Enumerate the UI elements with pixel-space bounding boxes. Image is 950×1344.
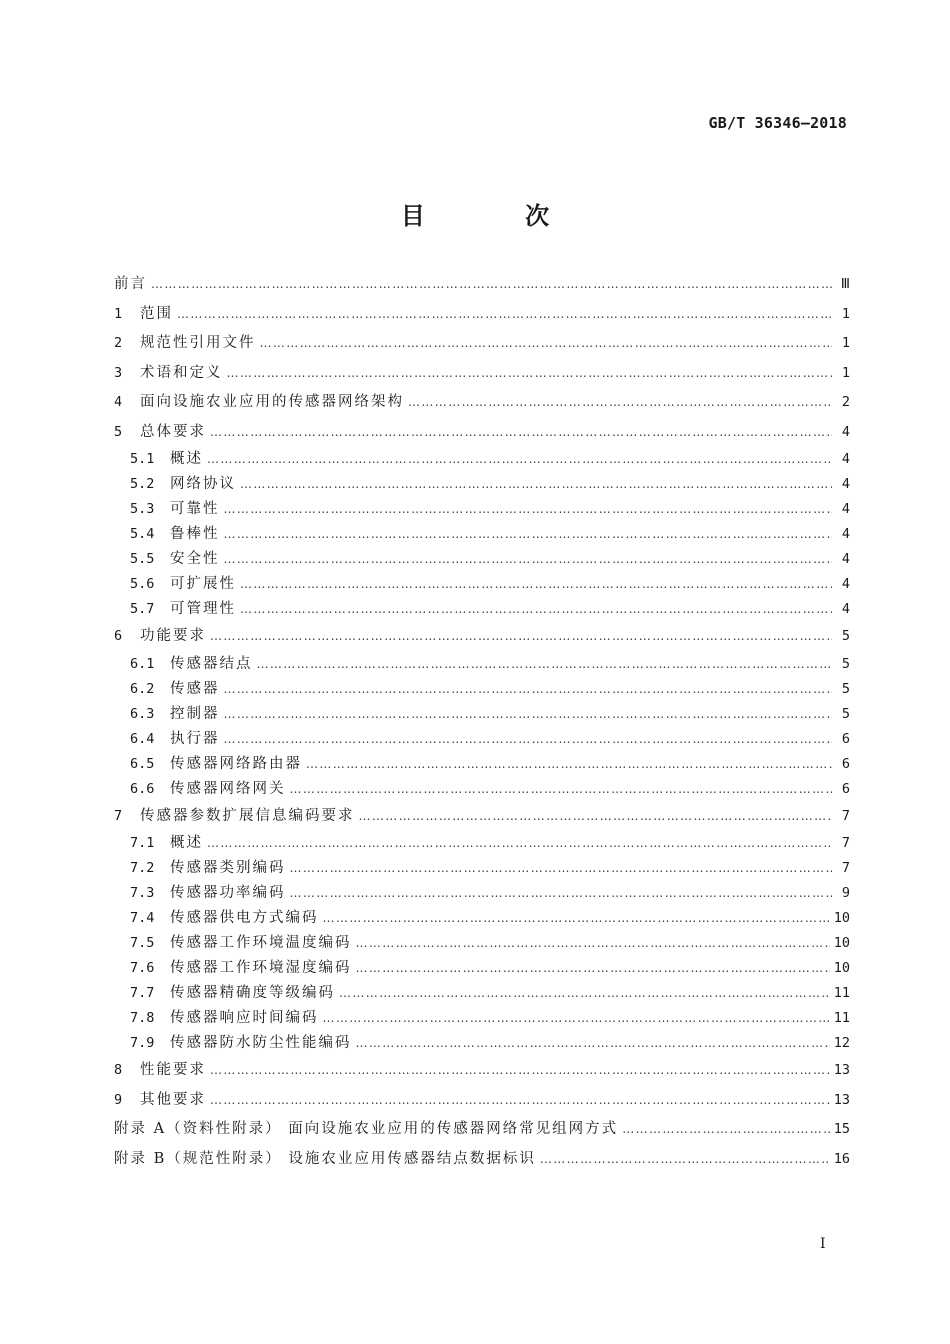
toc-entry[interactable]: [114, 572, 850, 597]
toc-entry[interactable]: [114, 547, 850, 572]
toc-entry[interactable]: [114, 1031, 850, 1056]
toc-entry-label: 可靠性: [170, 501, 220, 517]
toc-entry-page: 5: [841, 655, 850, 672]
toc-entry-number: 6.6: [130, 780, 155, 797]
toc-entry-label: 可管理性: [170, 601, 236, 617]
toc-entry-page: 7: [841, 807, 850, 824]
toc-entry-page: 13: [833, 1091, 850, 1108]
dot-leader: [240, 597, 832, 622]
toc-entry[interactable]: [114, 906, 850, 931]
toc-entry-label: 附录 A（资料性附录） 面向设施农业应用的传感器网络常见组网方式: [114, 1121, 619, 1137]
dot-leader: [240, 472, 832, 497]
toc-entry-label: 面向设施农业应用的传感器网络架构: [140, 394, 404, 410]
toc-entry[interactable]: [114, 472, 850, 497]
dot-leader: [210, 418, 832, 448]
toc-entry-page: 10: [833, 935, 850, 951]
toc-entry-label: 附录 B（规范性附录） 设施农业应用传感器结点数据标识: [114, 1150, 536, 1167]
dot-leader: [210, 622, 832, 652]
toc-entry-number: 7.4: [130, 910, 155, 926]
toc-entry-number: 7.7: [130, 985, 155, 1001]
toc-entry-number: 8: [114, 1062, 123, 1078]
toc-entry-page: 2: [841, 394, 850, 410]
toc-entry-page: 1: [841, 305, 850, 322]
toc-entry-label: 传感器防水防尘性能编码: [170, 1035, 352, 1051]
toc-entry-number: 5.1: [130, 451, 155, 467]
toc-entry-number: 5: [114, 423, 123, 440]
toc-entry[interactable]: [114, 956, 850, 981]
toc-entry-label: 传感器工作环境温度编码: [170, 935, 352, 951]
toc-entry-number: 5.5: [130, 551, 155, 567]
toc-entry-label: 传感器类别编码: [170, 860, 286, 876]
toc-entry-page: 9: [841, 885, 850, 901]
page-title: 目 次: [400, 202, 596, 230]
toc-entry-number: 1: [114, 305, 123, 322]
toc-entry-label: 传感器供电方式编码: [170, 910, 319, 926]
toc-entry-label: 传感器参数扩展信息编码要求: [140, 807, 355, 824]
toc-entry-number: 5.3: [130, 501, 155, 517]
toc-entry-label: 控制器: [170, 705, 220, 722]
dot-leader: [224, 677, 833, 702]
page-number: I: [820, 1236, 826, 1252]
toc-entry[interactable]: [114, 597, 850, 622]
toc-entry-number: 6.3: [130, 705, 155, 722]
toc-entry-number: 5.2: [130, 476, 155, 492]
dot-leader: [359, 802, 833, 832]
toc-entry-label: 传感器结点: [170, 655, 253, 672]
toc-entry-page: 4: [841, 601, 850, 617]
toc-entry-number: 7.8: [130, 1010, 155, 1026]
toc-entry-label: 前言: [114, 276, 147, 292]
toc-entry[interactable]: [114, 1056, 850, 1086]
toc-entry-page: 10: [833, 960, 850, 976]
toc-entry-page: 7: [841, 835, 850, 851]
toc-entry-label: 网络协议: [170, 476, 236, 492]
dot-leader: [224, 702, 833, 727]
toc-entry[interactable]: [114, 981, 850, 1006]
toc-entry-page: 13: [833, 1062, 850, 1078]
toc-entry-page: 7: [841, 860, 850, 876]
dot-leader: [224, 547, 833, 572]
toc-entry-page: 11: [833, 985, 850, 1001]
toc-entry-label: 性能要求: [140, 1062, 206, 1078]
toc-entry-number: 6.4: [130, 730, 155, 747]
toc-entry-label: 范围: [140, 305, 173, 322]
toc-entry-page: 4: [841, 423, 850, 440]
toc-entry-page: Ⅲ: [840, 276, 850, 292]
toc-entry[interactable]: [114, 702, 850, 727]
toc-entry-page: 16: [833, 1150, 850, 1167]
dot-leader: [210, 1056, 830, 1086]
toc-entry[interactable]: [114, 856, 850, 881]
toc-entry[interactable]: [114, 418, 850, 448]
dot-leader: [227, 359, 833, 389]
toc-entry-number: 7: [114, 807, 123, 824]
dot-leader: [210, 1086, 830, 1116]
dot-leader: [260, 329, 833, 359]
toc-entry[interactable]: [114, 270, 850, 300]
toc-entry-number: 7.5: [130, 935, 155, 951]
toc-entry-label: 术语和定义: [140, 364, 223, 381]
toc-entry[interactable]: [114, 752, 850, 777]
toc-entry[interactable]: [114, 1006, 850, 1031]
toc-entry[interactable]: [114, 727, 850, 752]
dot-leader: [339, 981, 830, 1006]
toc-entry-page: 4: [841, 526, 850, 542]
dot-leader: [290, 856, 833, 881]
toc-entry-number: 6.1: [130, 655, 155, 672]
toc-entry-number: 3: [114, 364, 123, 381]
dot-leader: [323, 1006, 830, 1031]
toc-entry-label: 安全性: [170, 551, 220, 567]
toc-entry-page: 1: [841, 364, 850, 381]
toc-entry[interactable]: [114, 677, 850, 702]
toc-entry-page: 5: [841, 705, 850, 722]
toc-entry[interactable]: [114, 388, 850, 418]
toc-entry-number: 4: [114, 394, 123, 410]
toc-entry-label: 传感器功率编码: [170, 885, 286, 901]
toc-entry-label: 传感器工作环境湿度编码: [170, 960, 352, 976]
toc-entry[interactable]: [114, 497, 850, 522]
dot-leader: [356, 1031, 830, 1056]
toc-entry-label: 传感器网络网关: [170, 780, 286, 797]
toc-entry-label: 传感器网络路由器: [170, 755, 302, 772]
toc-entry[interactable]: [114, 1145, 850, 1175]
toc-entry-page: 4: [841, 451, 850, 467]
toc-entry-page: 4: [841, 551, 850, 567]
toc-entry-page: 10: [833, 910, 850, 926]
toc-entry-label: 执行器: [170, 730, 220, 747]
toc-entry-number: 5.6: [130, 576, 155, 592]
table-of-contents: [114, 270, 850, 1174]
toc-entry-number: 7.9: [130, 1035, 155, 1051]
dot-leader: [290, 881, 833, 906]
toc-entry-page: 15: [833, 1121, 850, 1137]
toc-entry-number: 2: [114, 335, 123, 351]
toc-entry-page: 6: [841, 730, 850, 747]
toc-entry-label: 传感器: [170, 680, 220, 697]
toc-entry[interactable]: [114, 931, 850, 956]
dot-leader: [540, 1145, 830, 1175]
toc-entry-page: 5: [841, 680, 850, 697]
dot-leader: [224, 522, 833, 547]
toc-entry[interactable]: [114, 652, 850, 677]
toc-entry-page: 11: [833, 1010, 850, 1026]
toc-entry-label: 鲁棒性: [170, 526, 220, 542]
toc-entry-label: 概述: [170, 451, 203, 467]
toc-entry-label: 规范性引用文件: [140, 335, 256, 351]
toc-entry-label: 传感器响应时间编码: [170, 1010, 319, 1026]
dot-leader: [356, 956, 830, 981]
standard-code: GB/T 36346—2018: [708, 114, 847, 132]
toc-entry-number: 6: [114, 628, 123, 644]
toc-entry-number: 6.2: [130, 680, 155, 697]
dot-leader: [622, 1115, 830, 1145]
toc-entry[interactable]: [114, 777, 850, 802]
toc-entry-number: 7.3: [130, 885, 155, 901]
toc-entry[interactable]: [114, 831, 850, 856]
toc-entry[interactable]: [114, 1115, 850, 1145]
dot-leader: [177, 300, 832, 330]
toc-entry-page: 1: [841, 335, 850, 351]
toc-entry[interactable]: [114, 1086, 850, 1116]
dot-leader: [207, 447, 832, 472]
dot-leader: [224, 497, 833, 522]
dot-leader: [290, 777, 833, 802]
toc-entry-page: 4: [841, 476, 850, 492]
dot-leader: [224, 727, 833, 752]
dot-leader: [257, 652, 833, 677]
toc-entry-page: 4: [841, 501, 850, 517]
toc-entry-number: 5.4: [130, 526, 155, 542]
toc-entry-label: 传感器精确度等级编码: [170, 985, 335, 1001]
toc-entry[interactable]: [114, 802, 850, 832]
dot-leader: [207, 831, 832, 856]
toc-entry-number: 7.2: [130, 860, 155, 876]
dot-leader: [240, 572, 832, 597]
toc-entry[interactable]: [114, 329, 850, 359]
toc-entry[interactable]: [114, 300, 850, 330]
dot-leader: [306, 752, 832, 777]
toc-entry-label: 概述: [170, 835, 203, 851]
toc-entry-number: 9: [114, 1091, 123, 1108]
dot-leader: [356, 931, 830, 956]
toc-entry[interactable]: [114, 622, 850, 652]
toc-entry-number: 7.6: [130, 960, 155, 976]
toc-entry-number: 5.7: [130, 601, 155, 617]
toc-entry[interactable]: [114, 447, 850, 472]
toc-entry[interactable]: [114, 522, 850, 547]
toc-entry-label: 其他要求: [140, 1091, 206, 1108]
toc-entry-label: 功能要求: [140, 628, 206, 644]
toc-entry-page: 6: [841, 755, 850, 772]
toc-entry-number: 7.1: [130, 835, 155, 851]
toc-entry[interactable]: [114, 359, 850, 389]
toc-entry[interactable]: [114, 881, 850, 906]
dot-leader: [408, 388, 832, 418]
toc-entry-label: 总体要求: [140, 423, 206, 440]
toc-entry-page: 5: [841, 628, 850, 644]
toc-entry-label: 可扩展性: [170, 576, 236, 592]
toc-entry-page: 4: [841, 576, 850, 592]
toc-entry-page: 12: [833, 1035, 850, 1051]
dot-leader: [151, 270, 832, 300]
toc-entry-number: 6.5: [130, 755, 155, 772]
toc-entry-page: 6: [841, 780, 850, 797]
dot-leader: [323, 906, 830, 931]
